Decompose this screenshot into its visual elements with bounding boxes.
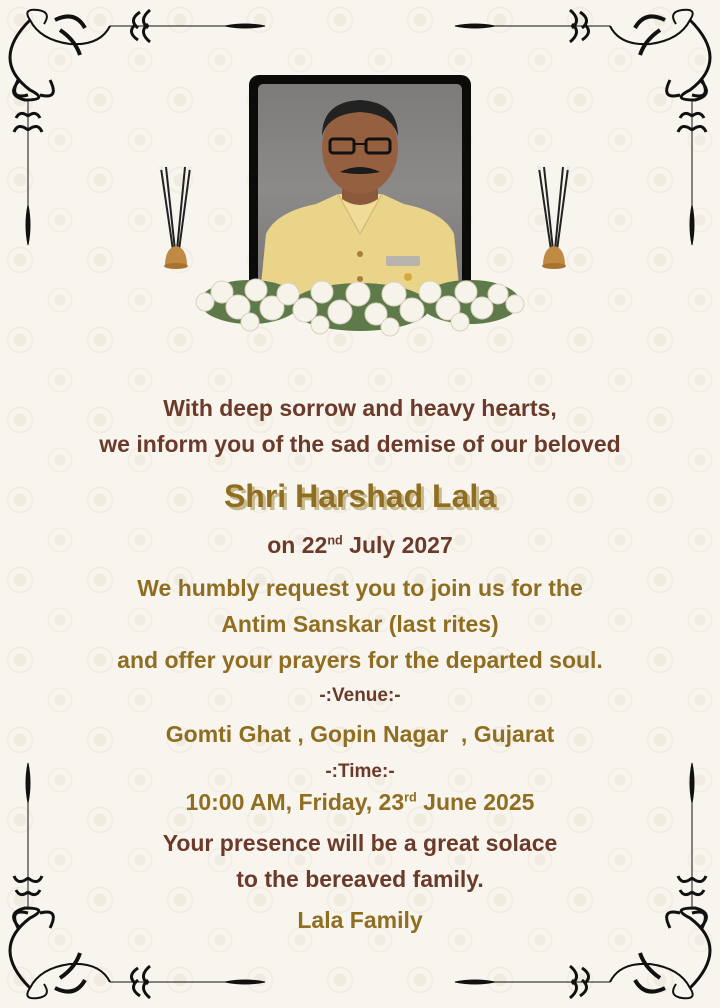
family-signature: Lala Family [297, 907, 423, 933]
venue-label: -:Venue:- [319, 685, 401, 706]
incense-stick-right-icon [533, 162, 573, 272]
request-line-2: Antim Sanskar (last rites) [221, 611, 499, 637]
ceremony-time: 10:00 AM, Friday, 23rd June 2025 [185, 789, 535, 815]
venue-address: Gomti Ghat , Gopin Nagar , Gujarat [165, 721, 555, 747]
corner-flourish-top-right-icon [440, 0, 720, 250]
request-line-3: and offer your prayers for the departed soul. [117, 647, 603, 673]
incense-stick-left-icon [155, 162, 195, 272]
closing-line-2: to the bereaved family. [236, 866, 484, 892]
time-label: -:Time:- [325, 761, 395, 782]
corner-flourish-top-left-icon [0, 0, 280, 250]
deceased-name: Shri Harshad Lala [223, 478, 497, 514]
intro-line-1: With deep sorrow and heavy hearts, [163, 395, 557, 421]
intro-line-2: we inform you of the sad demise of our beloved [99, 431, 621, 457]
request-line-1: We humbly request you to join us for the [137, 575, 583, 601]
flower-garland-icon [190, 262, 530, 347]
closing-line-1: Your presence will be a great solace [162, 830, 558, 856]
demise-date: on 22nd July 2027 [267, 532, 453, 558]
